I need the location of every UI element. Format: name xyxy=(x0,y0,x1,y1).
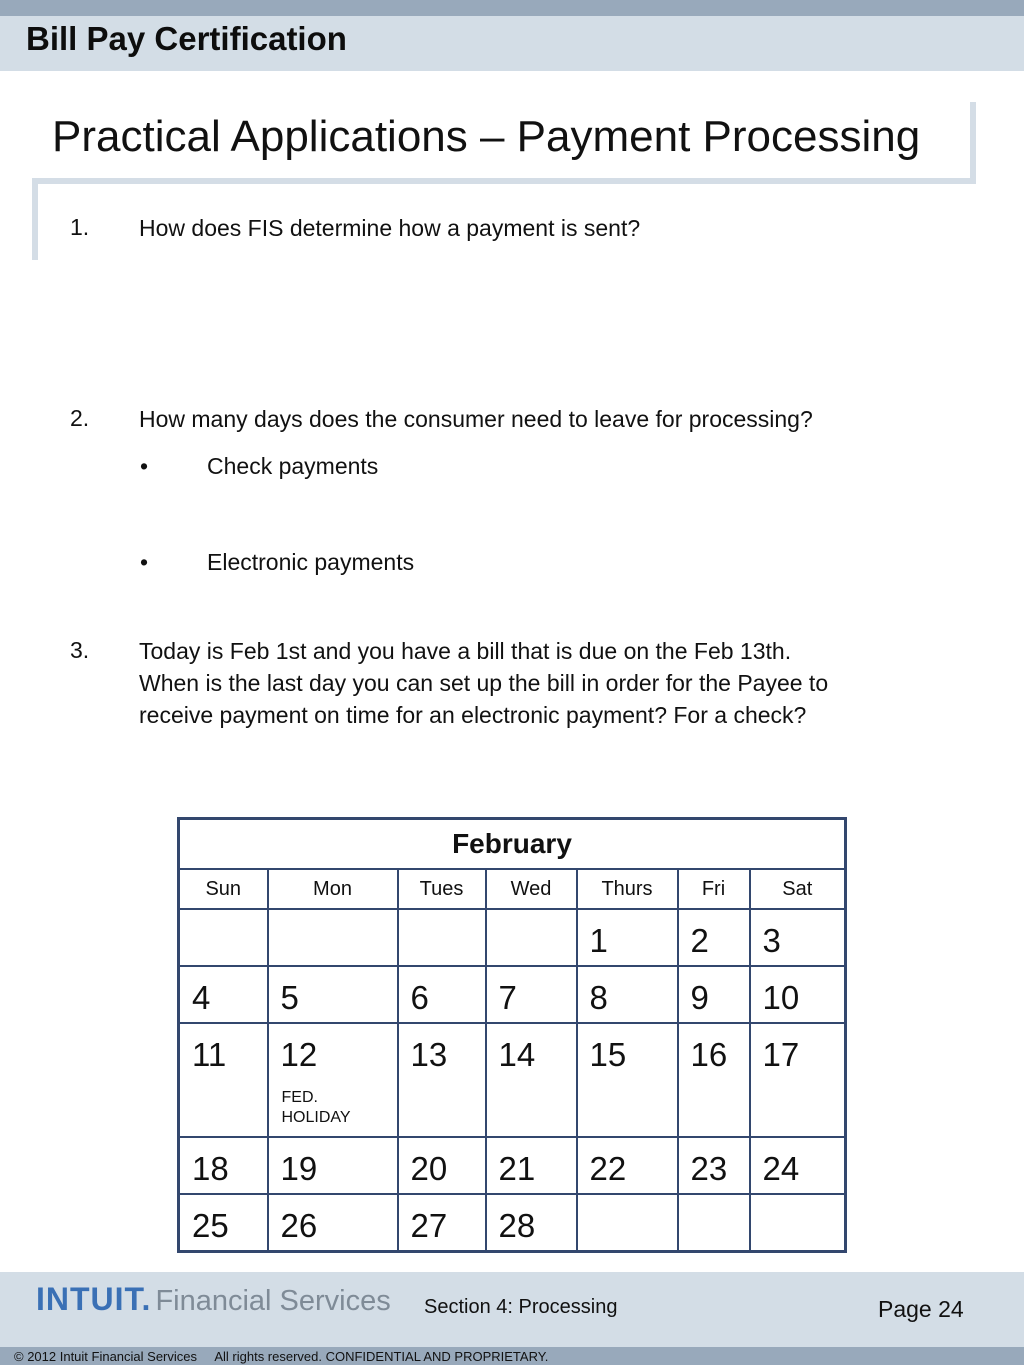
calendar-table xyxy=(177,817,847,1253)
day-cell xyxy=(179,909,268,966)
day-cell: 2 xyxy=(678,909,750,966)
question-number: 1. xyxy=(70,214,90,240)
day-cell: 3 xyxy=(750,909,846,966)
logo-subtitle: Financial Services xyxy=(155,1285,391,1317)
day-header: Fri xyxy=(678,869,750,909)
day-cell: 9 xyxy=(678,966,750,1023)
day-cell: 11 xyxy=(179,1023,268,1137)
day-cell xyxy=(577,1194,678,1251)
day-cell-holiday xyxy=(268,1023,398,1137)
logo-brand: INTUIT. xyxy=(36,1281,152,1317)
day-cell: 17 xyxy=(750,1023,846,1137)
header-title: Bill Pay Certification xyxy=(26,20,347,57)
bullet-symbol: • xyxy=(140,549,149,575)
day-cell: 5 xyxy=(268,966,398,1023)
day-cell: 19 xyxy=(268,1137,398,1194)
question-number: 3. xyxy=(70,637,90,663)
day-cell: 21 xyxy=(486,1137,577,1194)
day-cell: 14 xyxy=(486,1023,577,1137)
holiday-note-line: HOLIDAY xyxy=(281,1109,351,1126)
day-cell: 25 xyxy=(179,1194,268,1251)
calendar-month: February xyxy=(179,819,846,870)
page-number: Page 24 xyxy=(878,1296,964,1322)
day-cell: 23 xyxy=(678,1137,750,1194)
day-cell: 28 xyxy=(486,1194,577,1251)
bullet-text: Electronic payments xyxy=(207,549,415,575)
day-cell: 16 xyxy=(678,1023,750,1137)
top-accent-strip xyxy=(0,0,1024,16)
bullet-text: Check payments xyxy=(207,453,379,479)
question-line: When is the last day you can set up the bill in order for the Payee to xyxy=(139,670,829,696)
day-cell: 26 xyxy=(268,1194,398,1251)
day-header: Sat xyxy=(750,869,846,909)
question-text: How many days does the consumer need to leave for processing? xyxy=(139,406,813,432)
day-header: Mon xyxy=(268,869,398,909)
title-frame xyxy=(32,178,976,184)
day-header: Thurs xyxy=(577,869,678,909)
day-cell: 13 xyxy=(398,1023,486,1137)
day-cell: 8 xyxy=(577,966,678,1023)
question-text: How does FIS determine how a payment is sent? xyxy=(139,215,641,241)
question-text xyxy=(139,635,959,731)
day-cell xyxy=(486,909,577,966)
day-cell: 7 xyxy=(486,966,577,1023)
title-frame xyxy=(32,178,38,260)
day-cell xyxy=(268,909,398,966)
day-number: 12 xyxy=(280,1036,318,1073)
question-line: Today is Feb 1st and you have a bill that is due on the Feb 13th. xyxy=(139,638,792,664)
day-cell xyxy=(750,1194,846,1251)
day-header: Wed xyxy=(486,869,577,909)
question-line: receive payment on time for an electronic payment? For a check? xyxy=(139,702,807,728)
day-cell: 20 xyxy=(398,1137,486,1194)
day-cell xyxy=(398,909,486,966)
day-cell: 1 xyxy=(577,909,678,966)
day-cell: 15 xyxy=(577,1023,678,1137)
bullet-symbol: • xyxy=(140,453,149,479)
day-cell: 22 xyxy=(577,1137,678,1194)
copyright-notice: © 2012 Intuit Financial Services All rights reserved. CONFIDENTIAL AND PROPRIETARY. xyxy=(14,1349,549,1364)
question-number: 2. xyxy=(70,405,90,431)
slide-title: Practical Applications – Payment Processing xyxy=(52,112,921,161)
day-header: Tues xyxy=(398,869,486,909)
day-cell xyxy=(678,1194,750,1251)
day-cell: 24 xyxy=(750,1137,846,1194)
intuit-logo xyxy=(36,1281,391,1323)
day-cell: 6 xyxy=(398,966,486,1023)
day-header: Sun xyxy=(179,869,268,909)
day-cell: 10 xyxy=(750,966,846,1023)
title-frame xyxy=(970,102,976,182)
day-cell: 18 xyxy=(179,1137,268,1194)
day-cell: 4 xyxy=(179,966,268,1023)
day-cell: 27 xyxy=(398,1194,486,1251)
holiday-note xyxy=(282,1088,397,1128)
section-label: Section 4: Processing xyxy=(424,1296,618,1318)
holiday-note-line: FED. xyxy=(281,1089,318,1106)
